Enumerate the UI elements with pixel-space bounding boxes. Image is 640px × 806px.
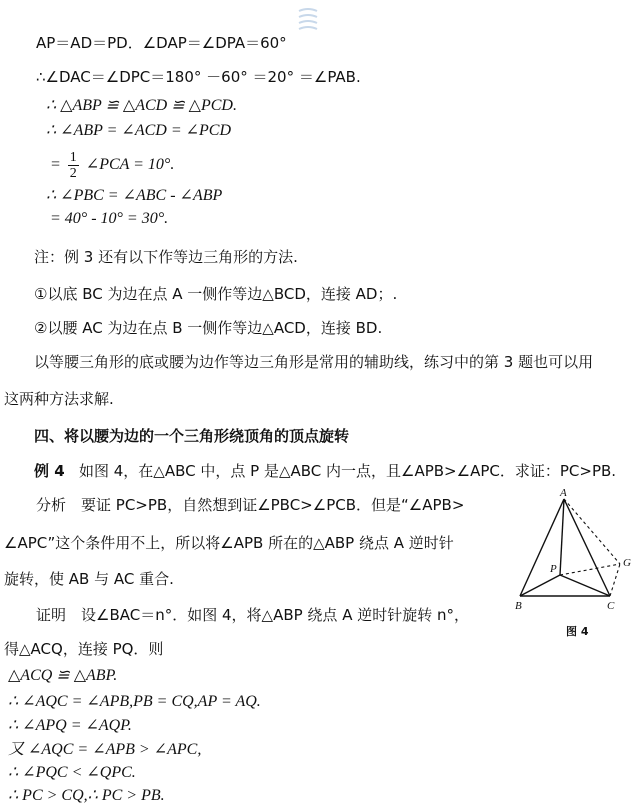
example-4 [34, 461, 616, 481]
fraction-numerator: 1 [69, 149, 77, 165]
analysis-line-2: ∠APC”这个条件用不上，所以将∠APB 所在的△ABP 绕点 A 逆时针 [4, 534, 454, 552]
note-method-1: ①以底 BC 为边在点 A 一侧作等边△BCD，连接 AD；. [34, 285, 398, 303]
note-method-2: ②以腰 AC 为边在点 B 一侧作等边△ACD，连接 BD. [34, 319, 383, 337]
paragraph-line-2: 这两种方法求解. [4, 390, 114, 408]
paragraph-line-1: 以等腰三角形的底或腰为边作等边三角形是常用的辅助线，练习中的第 3 题也可以用 [34, 353, 594, 371]
example-text: 如图 4，在△ABC 中，点 P 是△ABC 内一点，且∠APB>∠APC．求证：PC>PB. [78, 462, 617, 480]
fraction-denominator: 2 [69, 165, 77, 181]
math-line-5-rest: ∠PCA = 10°. [85, 156, 175, 173]
proof-line-1: 证明 设∠BAC＝n°．如图 4，将△ABP 绕点 A 逆时针旋转 n°， [36, 606, 470, 624]
label-a: A [560, 487, 567, 499]
proof-math-3: ∴ ∠APQ = ∠AQP. [8, 717, 132, 734]
segment-ab [520, 499, 564, 596]
math-line-7: = 40° - 10° = 30°. [50, 210, 169, 227]
proof-math-4: 又 ∠AQC = ∠APB > ∠APC, [8, 741, 202, 758]
watermark-icon [296, 6, 320, 32]
proof-math-6: ∴ PC > CQ,∴ PC > PB. [8, 787, 165, 804]
math-line-3: ∴ △ABP ≌ △ACD ≌ △PCD. [46, 97, 237, 114]
proof-math-2: ∴ ∠AQC = ∠APB,PB = CQ,AP = AQ. [8, 693, 261, 710]
segment-pg [560, 564, 620, 575]
example-label: 例 4 [34, 462, 65, 480]
text-line-2: ∴∠DAC＝∠DPC＝180° －60° ＝20° ＝∠PAB. [36, 68, 361, 86]
analysis-line-1: 分析 要证 PC>PB，自然想到证∠PBC>∠PCB．但是“∠APB> [36, 496, 465, 514]
fraction-half [68, 150, 79, 181]
figure-4 [506, 486, 640, 648]
segment-cp [560, 575, 610, 596]
math-line-6: ∴ ∠PBC = ∠ABC - ∠ABP [46, 187, 223, 204]
label-b: B [515, 600, 522, 612]
text-line-1: AP＝AD＝PD．∠DAP＝∠DPA＝60° [36, 34, 287, 52]
note-heading: 注：例 3 还有以下作等边三角形的方法. [34, 248, 298, 266]
label-c: C [607, 600, 615, 612]
analysis-line-3: 旋转，使 AB 与 AC 重合. [4, 570, 174, 588]
segment-bp [520, 575, 560, 596]
proof-math-5: ∴ ∠PQC < ∠QPC. [8, 764, 136, 781]
section-heading: 四、将以腰为边的一个三角形绕顶角的顶点旋转 [34, 427, 350, 445]
math-line-4: ∴ ∠ABP = ∠ACD = ∠PCD [46, 122, 232, 139]
proof-math-1: △ACQ ≌ △ABP. [8, 667, 118, 684]
proof-line-2: 得△ACQ，连接 PQ．则 [4, 640, 164, 658]
figure-caption: 图 4 [566, 625, 589, 638]
segment-ap [560, 499, 564, 575]
segment-cg [610, 564, 620, 596]
segment-ac [564, 499, 610, 596]
equals-sign: = [50, 156, 61, 173]
math-line-5 [50, 148, 174, 182]
label-p: P [550, 563, 557, 575]
segment-ag [564, 499, 620, 564]
label-g: G [623, 557, 631, 569]
